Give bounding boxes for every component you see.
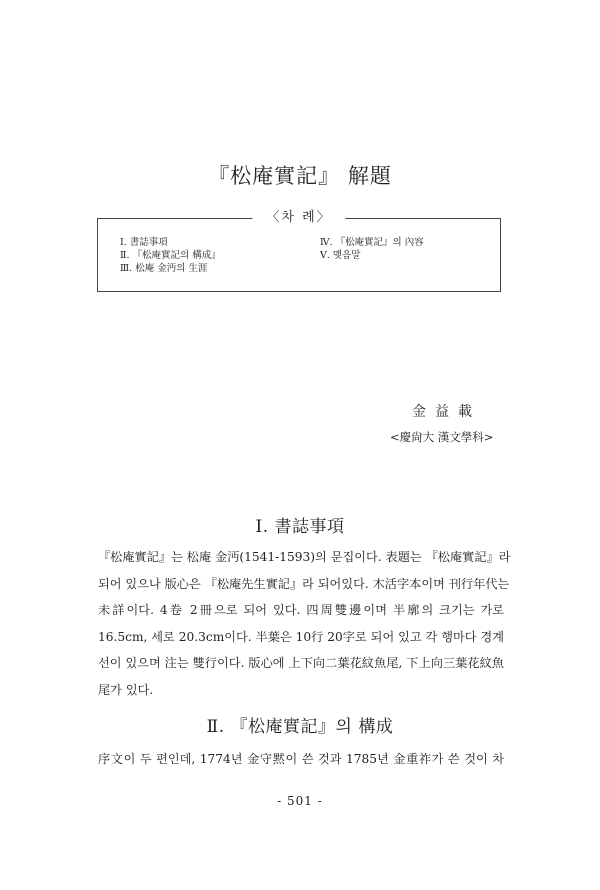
toc-item-5: Ⅴ. 맺음말 [320,250,361,261]
toc-left-column [120,236,221,275]
paragraph-line: 선이 있으며 注는 雙行이다. 版心에 上下向二葉花紋魚尾, 下上向三葉花紋魚 [98,656,504,670]
toc-right-column [320,236,424,262]
author-name: 金益載 [412,404,481,420]
section-2-title: Ⅱ. 『松庵實記』의 構成 [206,717,394,737]
section-1-paragraph [98,544,511,703]
page-title: 『松庵實記』 解題 [208,164,392,188]
paragraph-line: 尾가 있다. [98,682,154,697]
author-affiliation: <慶尙大 漢文學科> [390,430,494,444]
paragraph-line: 16.5cm, 세로 20.3cm이다. 半葉은 10行 20字로 되어 있고 각 행마다 경계 [98,629,504,644]
table-of-contents [97,210,501,292]
toc-item-1: Ⅰ. 書誌事項 [120,237,168,248]
toc-item-4: Ⅳ. 『松庵實記』의 內容 [320,237,424,248]
section-2-paragraph [98,746,504,773]
page-number: - 501 - [277,794,323,808]
section-1-title: Ⅰ. 書誌事項 [255,517,345,537]
paragraph-line: 되어 있으나 版心은 『松庵先生實記』라 되어있다. 木活字本이며 刊行年代는 [98,576,510,591]
paragraph-line: 未詳이다. 4卷 2冊으로 되어 있다. 四周雙邊이며 半廓의 크기는 가로 [98,603,504,617]
toc-item-3: Ⅲ. 松庵 金沔의 生涯 [120,263,208,274]
paragraph-line: 『松庵實記』는 松庵 金沔(1541-1593)의 문집이다. 表題는 『松庵實記』라 [98,550,511,564]
toc-item-2: Ⅱ. 『松庵實記의 構成』 [120,250,221,261]
toc-heading: 〈차 례〉 [252,209,345,227]
paragraph-line: 序文이 두 편인데, 1774년 金守黙이 쓴 것과 1785년 金重祚가 쓴 것이 차 [98,752,505,766]
